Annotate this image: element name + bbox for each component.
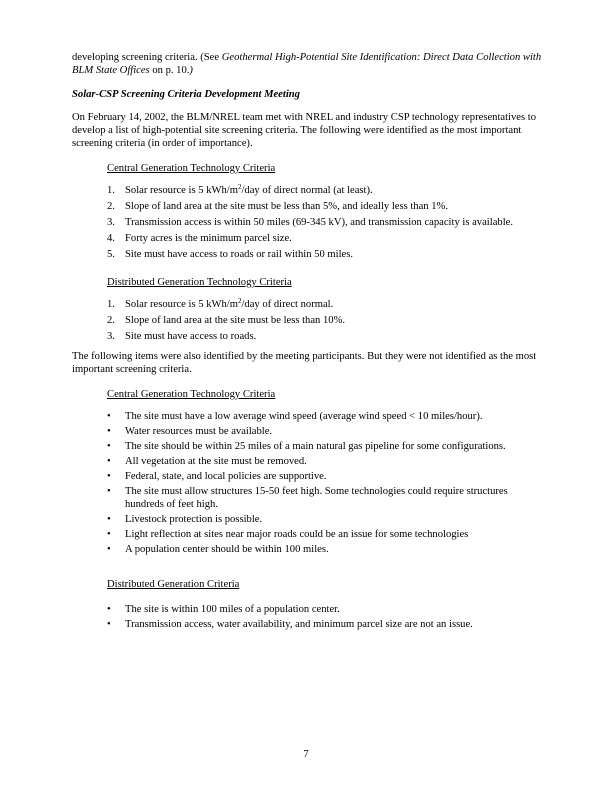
bullet-text: The site must have a low average wind speed (average wind speed < 10 miles/hour).	[125, 411, 483, 422]
list-item-text: Slope of land area at the site must be less than 10%.	[125, 315, 346, 326]
intro-close-paren: )	[189, 65, 193, 76]
bullet-text: Light reflection at sites near major roads could be an issue for some technologies	[125, 529, 469, 540]
bullet-text: Federal, state, and local policies are supportive.	[125, 471, 327, 482]
page-number: 7	[303, 749, 309, 760]
bullet-icon: •	[107, 544, 111, 555]
list-item-text-end: /day of direct normal.	[241, 299, 334, 310]
bullet-item	[107, 513, 547, 526]
bullet-item	[107, 470, 547, 483]
bullet-item	[107, 425, 547, 438]
bullet-text: Water resources must be available.	[125, 426, 273, 437]
bullet-icon: •	[107, 529, 111, 540]
distributed-generation-criteria-heading: Distributed Generation Technology Criteria	[107, 277, 292, 288]
list-item	[107, 232, 547, 245]
intro-text-page-ref: on p. 10.	[149, 65, 190, 76]
central-generation-criteria-list	[107, 184, 547, 264]
list-item	[107, 298, 547, 311]
bullet-text: Transmission access, water availability, and minimum parcel size are not an issue.	[125, 619, 473, 630]
additional-items-paragraph: The following items were also identified by the meeting participants. But they were not identified as the most important screening criteria.	[72, 351, 537, 375]
list-item-text: Site must have access to roads.	[125, 331, 257, 342]
bullet-icon: •	[107, 441, 111, 452]
referenced-section-title: Geothermal High-Potential Site Identification: Direct Data Collection with BLM State Offices	[72, 52, 542, 76]
distributed-generation-other-criteria-list	[107, 603, 547, 633]
list-number: 2.	[107, 315, 115, 326]
distributed-generation-other-criteria-heading: Distributed Generation Criteria	[107, 579, 240, 590]
list-item	[107, 248, 547, 261]
bullet-item	[107, 618, 547, 631]
section-heading: Solar-CSP Screening Criteria Development Meeting	[72, 89, 300, 100]
list-number: 1.	[107, 185, 115, 196]
list-item-text-end: /day of direct normal (at least).	[241, 185, 373, 196]
list-number: 3.	[107, 217, 115, 228]
superscript: 2	[237, 297, 242, 305]
bullet-item	[107, 543, 547, 556]
list-item	[107, 184, 547, 197]
list-number: 3.	[107, 331, 115, 342]
meeting-paragraph: On February 14, 2002, the BLM/NREL team met with NREL and industry CSP technology representatives to develop a list of high-potential site screening criteria. The following were identified as the most important screening criteria (in order of importance).	[72, 112, 536, 149]
bullet-text: A population center should be within 100 miles.	[125, 544, 329, 555]
list-item	[107, 330, 547, 343]
bullet-icon: •	[107, 411, 111, 422]
list-item-text: Solar resource is 5 kWh/m	[125, 185, 238, 196]
central-generation-other-criteria-heading: Central Generation Technology Criteria	[107, 389, 276, 400]
intro-text: developing screening criteria. (See	[72, 52, 222, 63]
bullet-item	[107, 528, 547, 541]
list-item	[107, 200, 547, 213]
list-number: 4.	[107, 233, 115, 244]
bullet-text: All vegetation at the site must be removed.	[125, 456, 307, 467]
bullet-item	[107, 410, 547, 423]
list-item-text: Forty acres is the minimum parcel size.	[125, 233, 292, 244]
list-item	[107, 314, 547, 327]
distributed-generation-criteria-list	[107, 298, 547, 346]
bullet-icon: •	[107, 604, 111, 615]
bullet-icon: •	[107, 486, 111, 497]
bullet-text: Livestock protection is possible.	[125, 514, 263, 525]
bullet-item	[107, 485, 547, 511]
list-item	[107, 216, 547, 229]
central-generation-other-criteria-list	[107, 410, 547, 558]
list-number: 1.	[107, 299, 115, 310]
list-number: 5.	[107, 249, 115, 260]
bullet-text: The site should be within 25 miles of a main natural gas pipeline for some configurations.	[125, 441, 506, 452]
list-item-text: Slope of land area at the site must be less than 5%, and ideally less than 1%.	[125, 201, 449, 212]
list-item-text: Solar resource is 5 kWh/m	[125, 299, 238, 310]
intro-paragraph	[72, 51, 542, 77]
bullet-text: The site is within 100 miles of a population center.	[125, 604, 340, 615]
bullet-icon: •	[107, 619, 111, 630]
bullet-icon: •	[107, 426, 111, 437]
bullet-icon: •	[107, 456, 111, 467]
list-item-text: Transmission access is within 50 miles (69-345 kV), and transmission capacity is available.	[125, 217, 513, 228]
superscript: 2	[237, 183, 242, 191]
bullet-icon: •	[107, 471, 111, 482]
bullet-text: The site must allow structures 15-50 feet high. Some technologies could require structures hundreds of feet high.	[125, 486, 508, 510]
list-item-text: Site must have access to roads or rail within 50 miles.	[125, 249, 354, 260]
bullet-icon: •	[107, 514, 111, 525]
bullet-item	[107, 455, 547, 468]
bullet-item	[107, 440, 547, 453]
bullet-item	[107, 603, 547, 616]
central-generation-criteria-heading: Central Generation Technology Criteria	[107, 163, 276, 174]
list-number: 2.	[107, 201, 115, 212]
